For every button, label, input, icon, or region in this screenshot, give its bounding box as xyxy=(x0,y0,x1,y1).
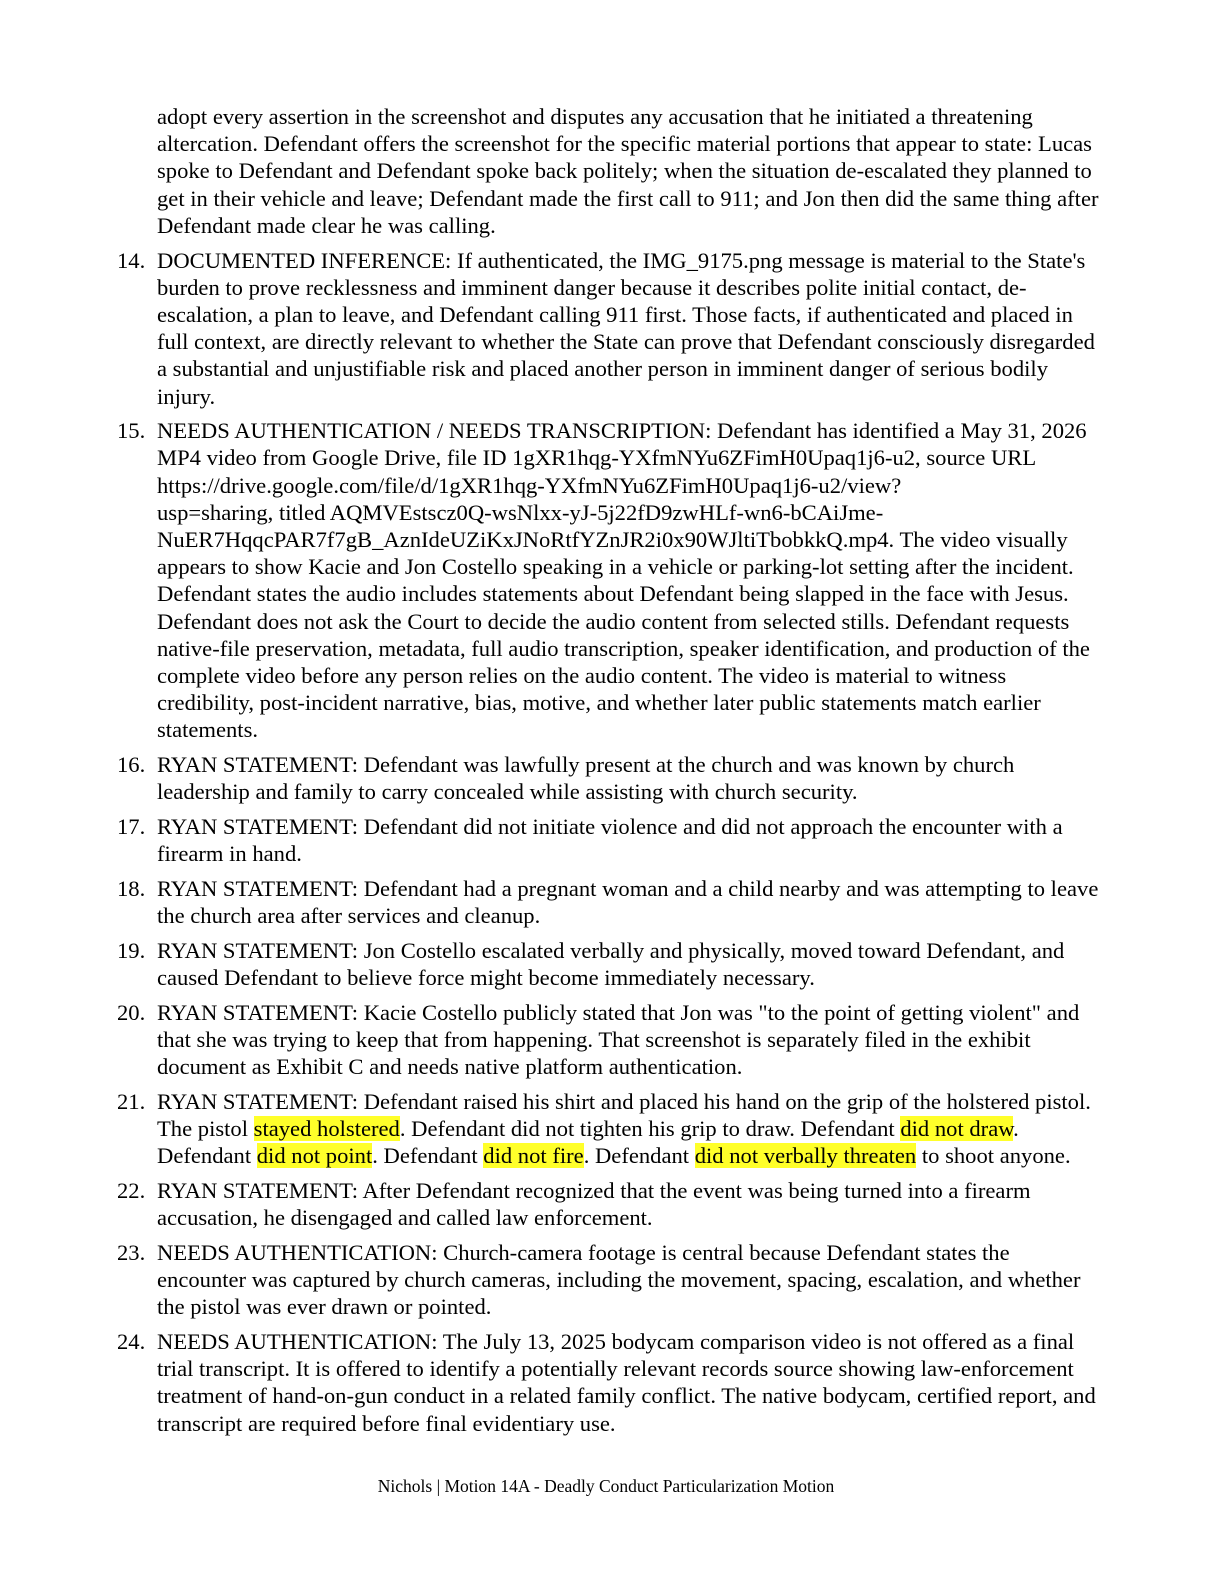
item-text: DOCUMENTED INFERENCE: If authenticated, the IMG_9175.png message is material to the State's burden to prove recklessness and imminent danger because it describes polite initial contact, de-escalation, a plan to leave, and Defendant calling 911 first. Those facts, if authenticated and placed in full context, are directly relevant to whether the State can prove that Defendant consciously disregarded a substantial and unjustifiable risk and placed another person in imminent danger of serious bodily injury. xyxy=(157,247,1095,409)
page-footer: Nichols | Motion 14A - Deadly Conduct Particularization Motion xyxy=(377,1476,835,1496)
item-number: 15. xyxy=(117,418,146,444)
list-item-22 xyxy=(117,1177,1102,1231)
item-number: 22. xyxy=(117,1178,146,1204)
item-number: 17. xyxy=(117,814,146,840)
list-item-21 xyxy=(117,1088,1102,1170)
highlighted-text: stayed holstered xyxy=(253,1116,400,1142)
list-item-19 xyxy=(117,937,1102,991)
item-text-part-1: NEEDS AUTHENTICATION / NEEDS TRANSCRIPTION: Defendant has identified a May 31, 2026 MP4 video from Google Drive, file ID 1gXR1hqg-YXfmNYu6ZFimH0Upaq1j6-u2, source URL https://drive.google.com/file/d/1gXR1hqg-YXfmNYu6ZFimH0Upaq1j6-u2/view? xyxy=(157,418,1087,498)
item-number: 19. xyxy=(117,937,146,963)
item-text-segment: RYAN STATEMENT: Defendant raised his shirt and placed his hand on the grip of the holstered pistol. The pistol xyxy=(157,1088,1091,1142)
list-item-16 xyxy=(117,751,1102,805)
item-number: 20. xyxy=(117,999,146,1025)
item-text: RYAN STATEMENT: Defendant was lawfully present at the church and was known by church leadership and family to carry concealed while assisting with church security. xyxy=(157,752,1015,805)
item-text-segment: . Defendant xyxy=(372,1143,484,1169)
highlighted-text: did not verbally threaten xyxy=(694,1143,917,1169)
highlighted-text: did not draw xyxy=(900,1116,1014,1142)
item-text: RYAN STATEMENT: After Defendant recognized that the event was being turned into a firearm accusation, he disengaged and called law enforcement. xyxy=(157,1178,1031,1231)
item-text-segment: to shoot anyone. xyxy=(916,1143,1071,1169)
list-item-23 xyxy=(117,1239,1102,1321)
document-body xyxy=(117,103,1102,1444)
item-number: 24. xyxy=(117,1329,146,1355)
paragraph-continuation: adopt every assertion in the screenshot and disputes any accusation that he initiated a threatening altercation. Defendant offers the screenshot for the specific material portions that appear to state: Lucas spoke to Defendant and Defendant spoke back politely; when the situation de-escalated they planned to get in their vehicle and leave; Defendant made the first call to 911; and Jon then did the same thing after Defendant made clear he was calling. xyxy=(157,104,1099,238)
list-item-24 xyxy=(117,1328,1102,1437)
item-text: NEEDS AUTHENTICATION: Church-camera footage is central because Defendant states the encounter was captured by church cameras, including the movement, spacing, escalation, and whether the pistol was ever drawn or pointed. xyxy=(157,1239,1081,1320)
list-item-18 xyxy=(117,875,1102,929)
item-text-segment: . Defendant xyxy=(583,1143,695,1169)
list-item-14 xyxy=(117,247,1102,410)
list-item-17 xyxy=(117,813,1102,867)
item-text: RYAN STATEMENT: Jon Costello escalated verbally and physically, moved toward Defendant, and caused Defendant to believe force might become immediately necessary. xyxy=(157,937,1065,991)
item-number: 16. xyxy=(117,752,146,778)
item-text: RYAN STATEMENT: Defendant had a pregnant woman and a child nearby and was attempting to leave the church area after services and cleanup. xyxy=(157,875,1099,929)
highlighted-text: did not fire xyxy=(483,1143,584,1169)
item-number: 18. xyxy=(117,875,146,901)
item-text-segment: . Defendant did not tighten his grip to draw. Defendant xyxy=(399,1116,901,1142)
item-text: NEEDS AUTHENTICATION: The July 13, 2025 bodycam comparison video is not offered as a final trial transcript. It is offered to identify a potentially relevant records source showing law-enforcement treatment of hand-on-gun conduct in a related family conflict. The native bodycam, certified report, and transcript are required before final evidentiary use. xyxy=(157,1329,1096,1436)
item-text: RYAN STATEMENT: Defendant did not initiate violence and did not approach the encounter with a firearm in hand. xyxy=(157,814,1063,867)
item-text-segment: . Defendant xyxy=(157,1116,1019,1169)
item-text: RYAN STATEMENT: Kacie Costello publicly stated that Jon was "to the point of getting violent" and that she was trying to keep that from happening. That screenshot is separately filed in the exhibit document as Exhibit C and needs native platform authentication. xyxy=(157,999,1080,1080)
item-number: 21. xyxy=(117,1088,146,1114)
highlighted-text: did not point xyxy=(256,1143,373,1169)
item-number: 23. xyxy=(117,1239,146,1265)
list-item-15 xyxy=(117,417,1102,743)
item-text-part-2: usp=sharing, titled AQMVEstscz0Q-wsNlxx-yJ-5j22fD9zwHLf-wn6-bCAiJme- xyxy=(157,499,884,525)
item-text-part-3: NuER7HqqcPAR7f7gB_AznIdeUZiKxJNoRtfYZnJR2i0x90WJltiTbobkkQ.mp4. The video visually appears to show Kacie and Jon Costello speaking in a vehicle or parking-lot setting after the incident. Defendant states the audio includes statements about Defendant being slapped in the face with Jesus. Defendant does not ask the Court to decide the audio content from selected stills. Defendant requests native-file preservation, metadata, full audio transcription, speaker identification, and production of the complete video before any person relies on the audio content. The video is material to witness credibility, post-incident narrative, bias, motive, and whether later public statements match earlier statements. xyxy=(157,527,1090,743)
item-number: 14. xyxy=(117,247,146,273)
list-item-20 xyxy=(117,999,1102,1081)
